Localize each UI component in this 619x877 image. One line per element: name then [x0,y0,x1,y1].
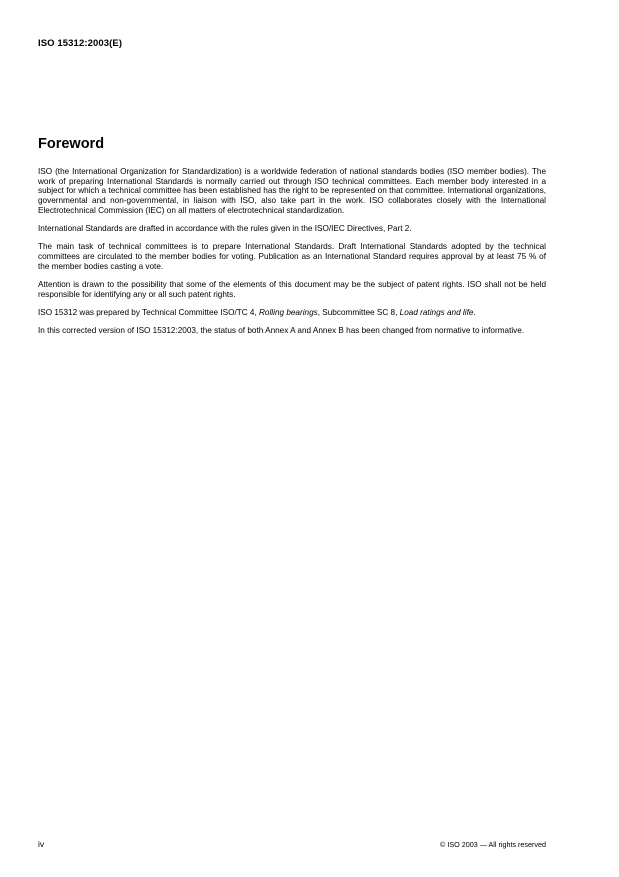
committee-name: Rolling bearings [259,307,318,317]
prepared-by-middle: , Subcommittee SC 8, [317,307,400,317]
page-number: iv [38,839,45,849]
foreword-title: Foreword [38,136,105,152]
paragraph-prepared-by [38,308,546,318]
paragraph-technical-committees: The main task of technical committees is to prepare International Standards. Draft International Standards adopted by the technical committees are circulated to the member bodies for voting. Publication as an International Standard requires approval by at least 75 % of the member bodies casting a vote. [38,242,546,271]
subcommittee-name: Load ratings and life [399,307,474,317]
prepared-by-prefix: ISO 15312 was prepared by Technical Committee ISO/TC 4, [38,307,260,317]
paragraph-iso-overview: ISO (the International Organization for Standardization) is a worldwide federation of national standards bodies (ISO member bodies). The work of preparing International Standards is normally carried out through ISO technical committees. Each member body interested in a subject for which a technical committee has been established has the right to be represented on that committee. International organizations, governmental and non-governmental, in liaison with ISO, also take part in the work. ISO collaborates closely with the International Electrotechnical Commission (IEC) on all matters of electrotechnical standardization. [38,167,546,215]
prepared-by-suffix: . [473,307,476,317]
document-id-header: ISO 15312:2003(E) [38,38,123,49]
paragraph-patent-rights: Attention is drawn to the possibility that some of the elements of this document may be the subject of patent rights. ISO shall not be held responsible for identifying any or all such patent rights. [38,279,546,299]
foreword-body [38,167,546,344]
copyright-notice: © ISO 2003 — All rights reserved [440,840,546,849]
paragraph-corrected-version: In this corrected version of ISO 15312:2003, the status of both Annex A and Annex B has been changed from normative to informative. [38,325,525,335]
paragraph-drafting-rules: International Standards are drafted in accordance with the rules given in the ISO/IEC Directives, Part 2. [38,224,412,234]
